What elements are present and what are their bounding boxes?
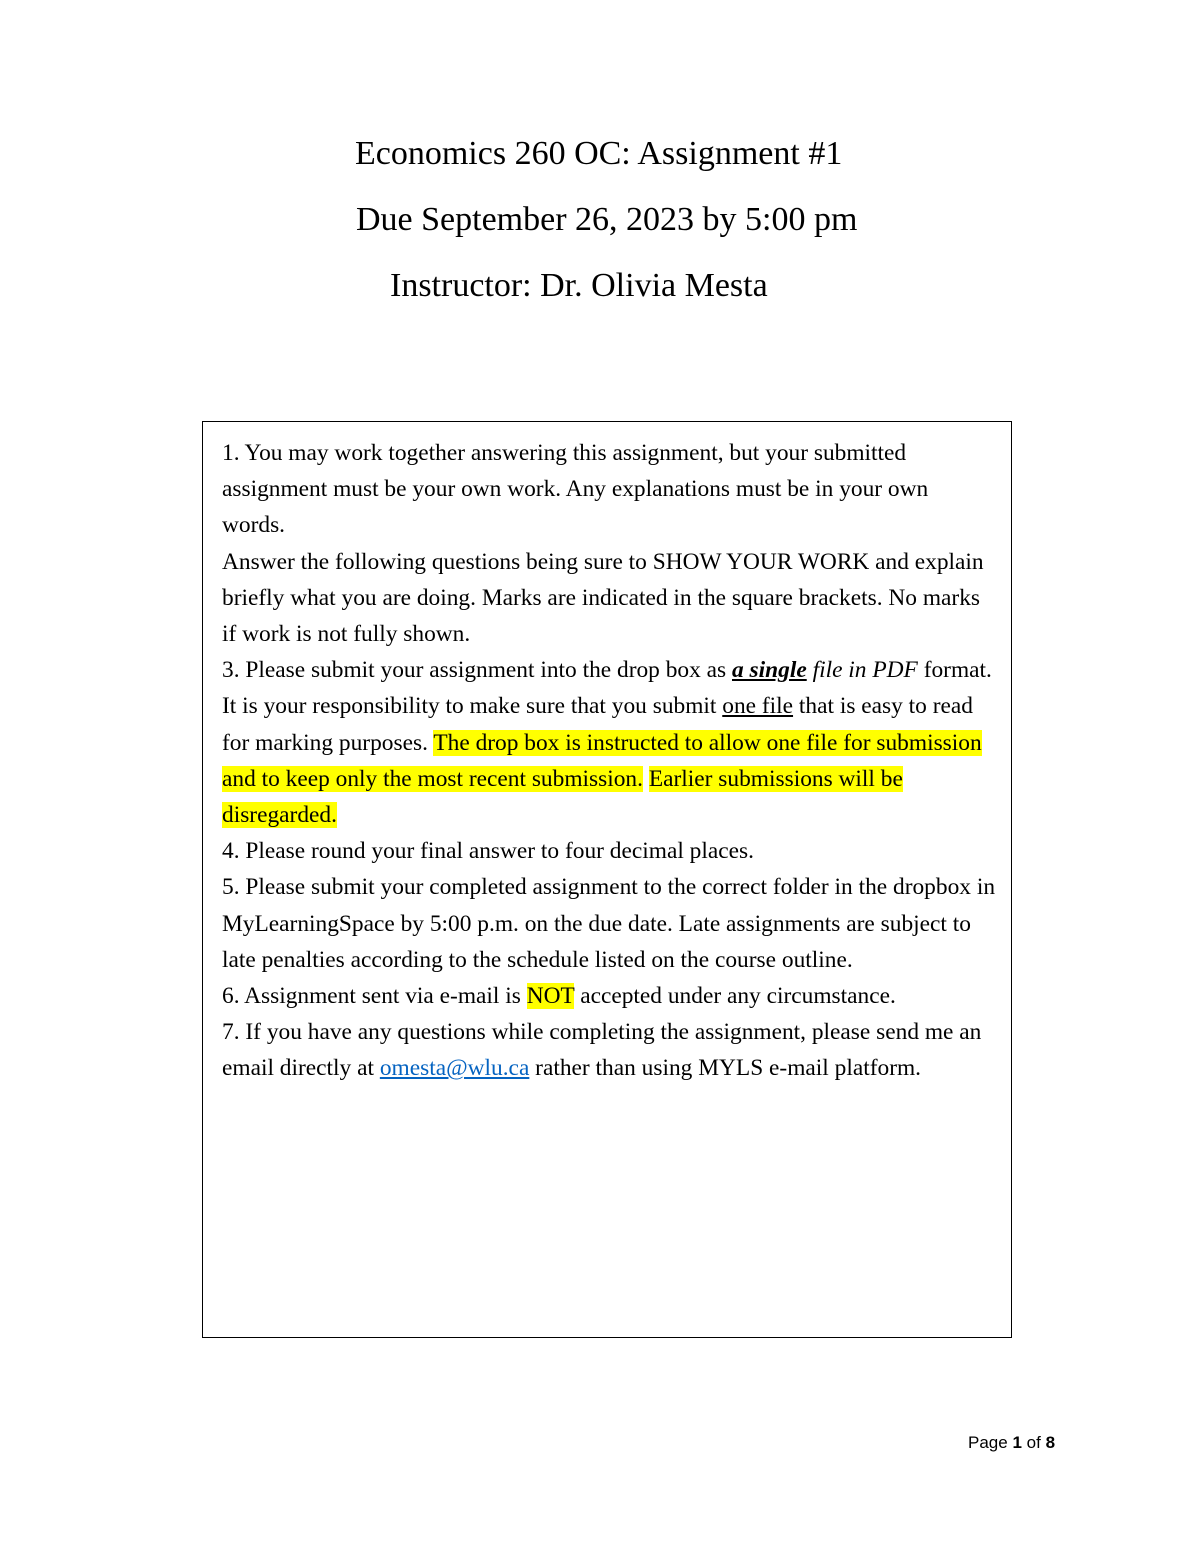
item7-suffix: rather than using MYLS e-mail platform.: [529, 1055, 922, 1082]
instruction-item-7: [222, 1014, 997, 1086]
instruction-item-3: [222, 652, 997, 833]
item3-highlight-drop-box: The drop box is instructed to allow one file for submission and to keep only the most recent submission.: [222, 729, 982, 792]
instructions-content: [222, 435, 997, 1087]
page-number: [968, 1432, 1055, 1454]
item3-file-in: file in: [806, 657, 867, 684]
item3-pdf: PDF: [872, 657, 918, 684]
total-pages: 8: [1045, 1433, 1056, 1452]
instructions-box: [202, 421, 1012, 1338]
item3-after: that is easy to read for marking purposes.: [222, 693, 973, 756]
item3-prefix: 3. Please submit your assignment into the drop box as: [222, 657, 732, 684]
assignment-title: Economics 260 OC: Assignment #1: [355, 135, 843, 172]
instruction-item-4: 4. Please round your final answer to four decimal places.: [222, 838, 754, 865]
due-date: Due September 26, 2023 by 5:00 pm: [356, 201, 858, 238]
instruction-item-6: [222, 978, 997, 1014]
item6-not-highlight: NOT: [526, 983, 575, 1010]
item6-suffix: accepted under any circumstance.: [574, 983, 896, 1010]
instruction-item-5: 5. Please submit your completed assignment to the correct folder in the dropbox in MyLearningSpace by 5:00 p.m. on the due date. Late assignments are subject to late penalties according to the schedule listed on the course outline.: [222, 874, 996, 973]
item3-mid: format. It is your responsibility to make sure that you submit: [222, 657, 992, 720]
email-link[interactable]: omesta@wlu.ca: [379, 1055, 530, 1082]
item6-prefix: 6. Assignment sent via e-mail is: [222, 983, 527, 1010]
instruction-item-1: 1. You may work together answering this assignment, but your submitted assignment must be your own work. Any explanations must be in your own words.: [222, 440, 929, 539]
item3-highlight-earlier: Earlier submissions will be disregarded.: [222, 765, 903, 829]
item3-one-file: one file: [722, 693, 794, 720]
instructor-name: Instructor: Dr. Olivia Mesta: [390, 267, 768, 304]
of-label: of: [1026, 1433, 1041, 1452]
page-label: Page: [968, 1433, 1008, 1452]
item3-single-emphasis: a single: [732, 657, 807, 684]
item7-prefix: 7. If you have any questions while completing the assignment, please send me an email directly at: [222, 1019, 982, 1082]
item3-space: [643, 766, 649, 792]
current-page: 1: [1012, 1433, 1022, 1452]
instruction-item-2: Answer the following questions being sure to SHOW YOUR WORK and explain briefly what you are doing. Marks are indicated in the square brackets. No marks if work is not fully shown.: [222, 548, 984, 648]
